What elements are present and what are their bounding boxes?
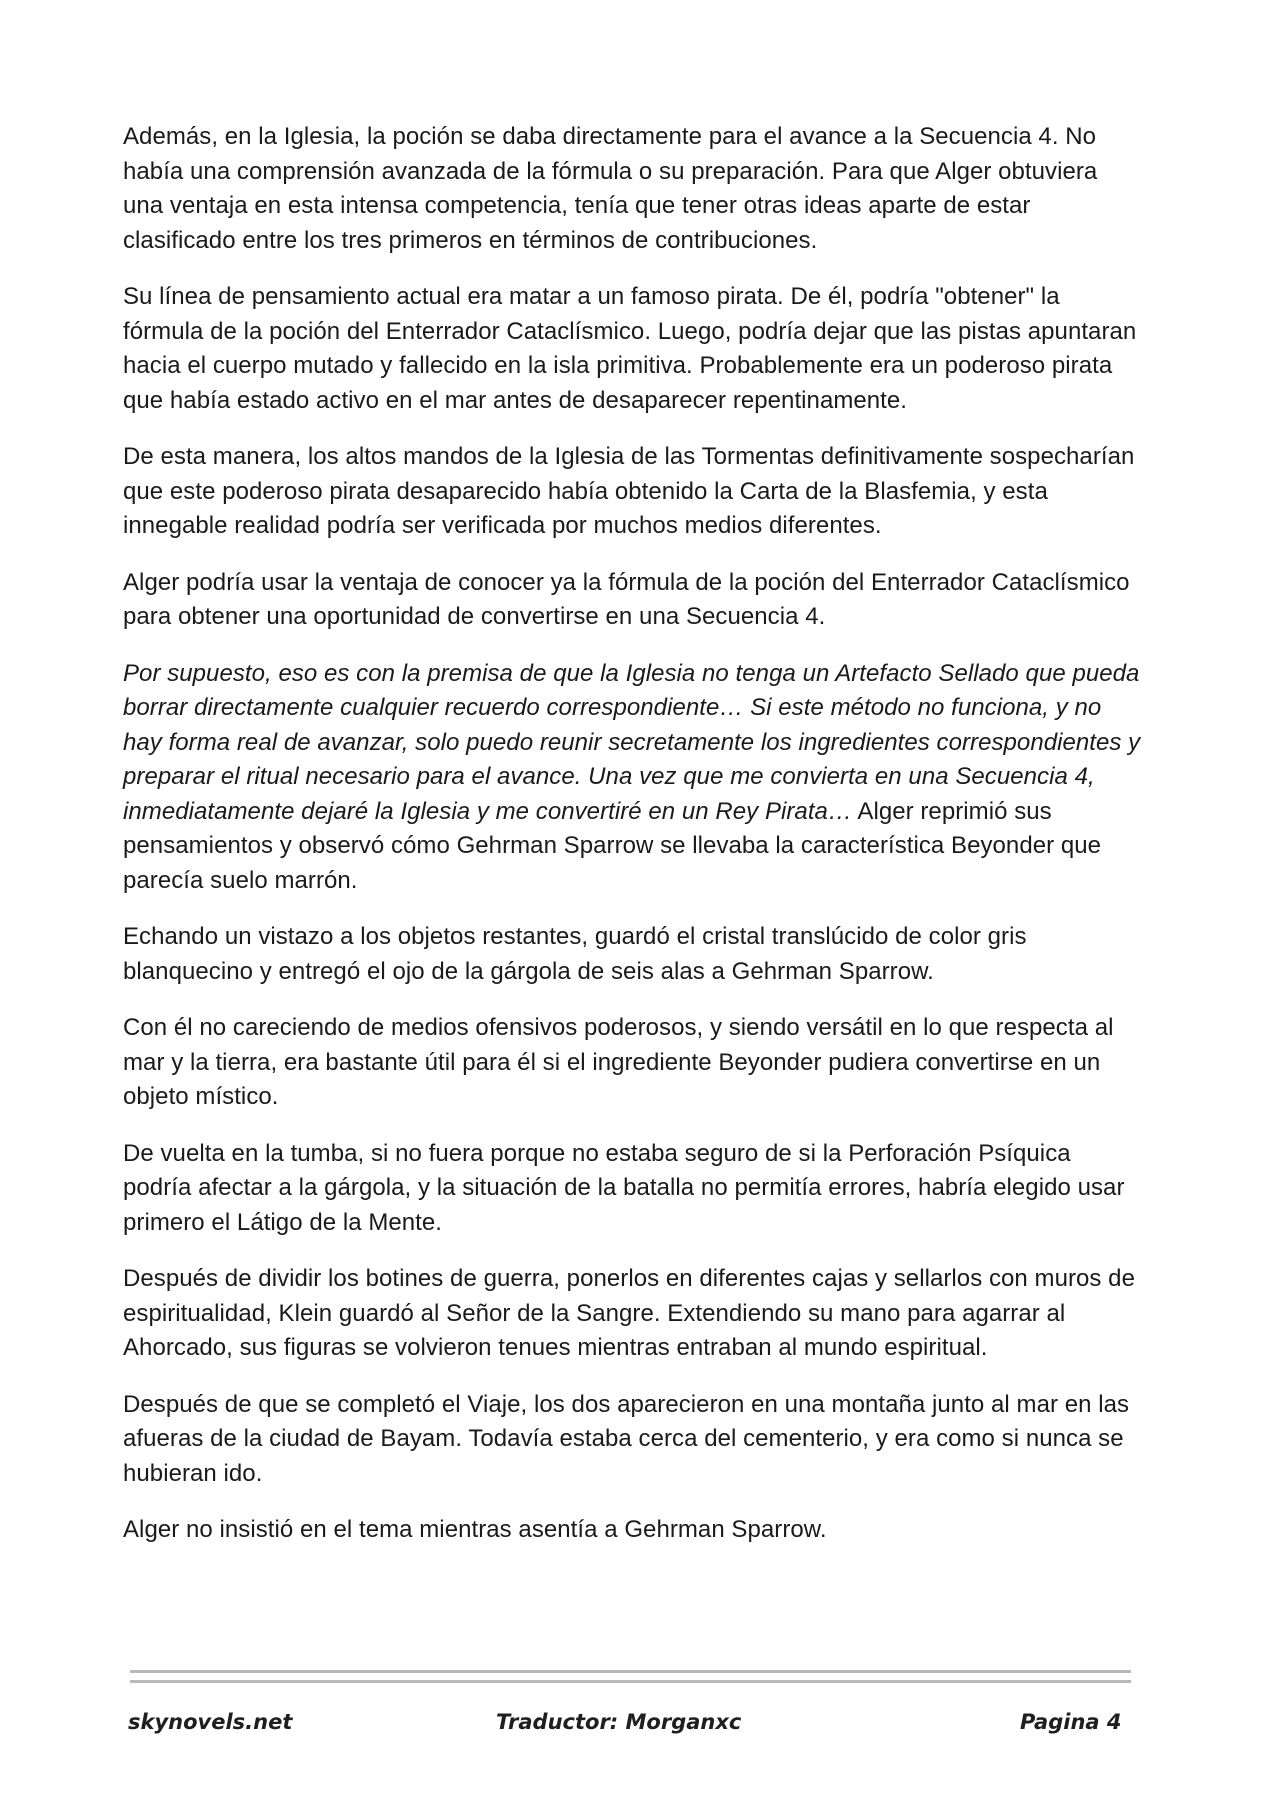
footer-divider-top (130, 1670, 1131, 1673)
footer-site: skynovels.net (128, 1710, 293, 1734)
paragraph: Después de que se completó el Viaje, los dos aparecieron en una montaña junto al mar en las afueras de la ciudad de Bayam. Todavía estaba cerca del cementerio, y era como si nunca se hubieran ido. (123, 1390, 1130, 1487)
footer-translator: Traductor: Morganxc (496, 1710, 742, 1734)
paragraph: De esta manera, los altos mandos de la Iglesia de las Tormentas definitivamente sospecharían que este poderoso pirata desaparecido había obtenido la Carta de la Blasfemia, y esta innegable realidad podría ser verificada por muchos medios diferentes. (123, 443, 1135, 539)
body-text (123, 120, 1143, 1570)
footer-page-number: Pagina 4 (1020, 1710, 1122, 1734)
paragraph: Alger podría usar la ventaja de conocer ya la fórmula de la poción del Enterrador Cataclísmico para obtener una oportunidad de convertirse en una Secuencia 4. (123, 568, 1130, 630)
footer-divider-bottom (130, 1680, 1131, 1683)
paragraph: Alger no insistió en el tema mientras asentía a Gehrman Sparrow. (123, 1516, 827, 1543)
paragraph: Echando un vistazo a los objetos restantes, guardó el cristal translúcido de color gris blanquecino y entregó el ojo de la gárgola de seis alas a Gehrman Sparrow. (123, 923, 1027, 985)
paragraph: De vuelta en la tumba, si no fuera porque no estaba seguro de si la Perforación Psíquica podría afectar a la gárgola, y la situación de la batalla no permitía errores, habría elegido usar primero el Látigo de la Mente. (123, 1139, 1125, 1236)
paragraph: Con él no careciendo de medios ofensivos poderosos, y siendo versátil en lo que respecta al mar y la tierra, era bastante útil para él si el ingrediente Beyonder pudiera convertirse en un objeto místico. (123, 1014, 1114, 1110)
paragraph: Además, en la Iglesia, la poción se daba directamente para el avance a la Secuencia 4. No había una comprensión avanzada de la fórmula o su preparación. Para que Alger obtuviera una ventaja en esta intensa competencia, tenía que tener otras ideas aparte de estar clasificado entre los tres primeros en términos de contribuciones. (123, 123, 1098, 254)
paragraph: Su línea de pensamiento actual era matar a un famoso pirata. De él, podría "obtener" la fórmula de la poción del Enterrador Cataclísmico. Luego, podría dejar que las pistas apuntaran hacia el cuerpo mutado y fallecido en la isla primitiva. Probablemente era un poderoso pirata que había estado activo en el mar antes de desaparecer repentinamente. (123, 283, 1137, 414)
paragraph: Por supuesto, eso es con la premisa de que la Iglesia no tenga un Artefacto Sellado que pueda borrar directamente cualquier recuerdo correspondiente… Si este método no funciona, y no hay forma real de avanzar, solo puedo reunir secretamente los ingredientes correspondientes y preparar el ritual necesario para el avance. Una vez que me convierta en una Secuencia 4, inmediatamente dejaré la Iglesia y me convertiré en un Rey Pirata… Alger reprimió sus pensamientos y observó cómo Gehrman Sparrow se llevaba la característica Beyonder que parecía suelo marrón. (123, 659, 1141, 894)
italic-thought: Por supuesto, eso es con la premisa de que la Iglesia no tenga un Artefacto Sellado que pueda borrar directamente cualquier recuerdo correspondiente… Si este método no funciona, y no hay forma real de avanzar, solo puedo reunir secretamente los ingredientes correspondientes y preparar el ritual necesario para el avance. Una vez que me convierta en una Secuencia 4, inmediatamente dejaré la Iglesia y me convertiré en un Rey Pirata… (123, 659, 1141, 825)
paragraph: Después de dividir los botines de guerra, ponerlos en diferentes cajas y sellarlos con muros de espiritualidad, Klein guardó al Señor de la Sangre. Extendiendo su mano para agarrar al Ahorcado, sus figuras se volvieron tenues mientras entraban al mundo espiritual. (123, 1265, 1135, 1361)
